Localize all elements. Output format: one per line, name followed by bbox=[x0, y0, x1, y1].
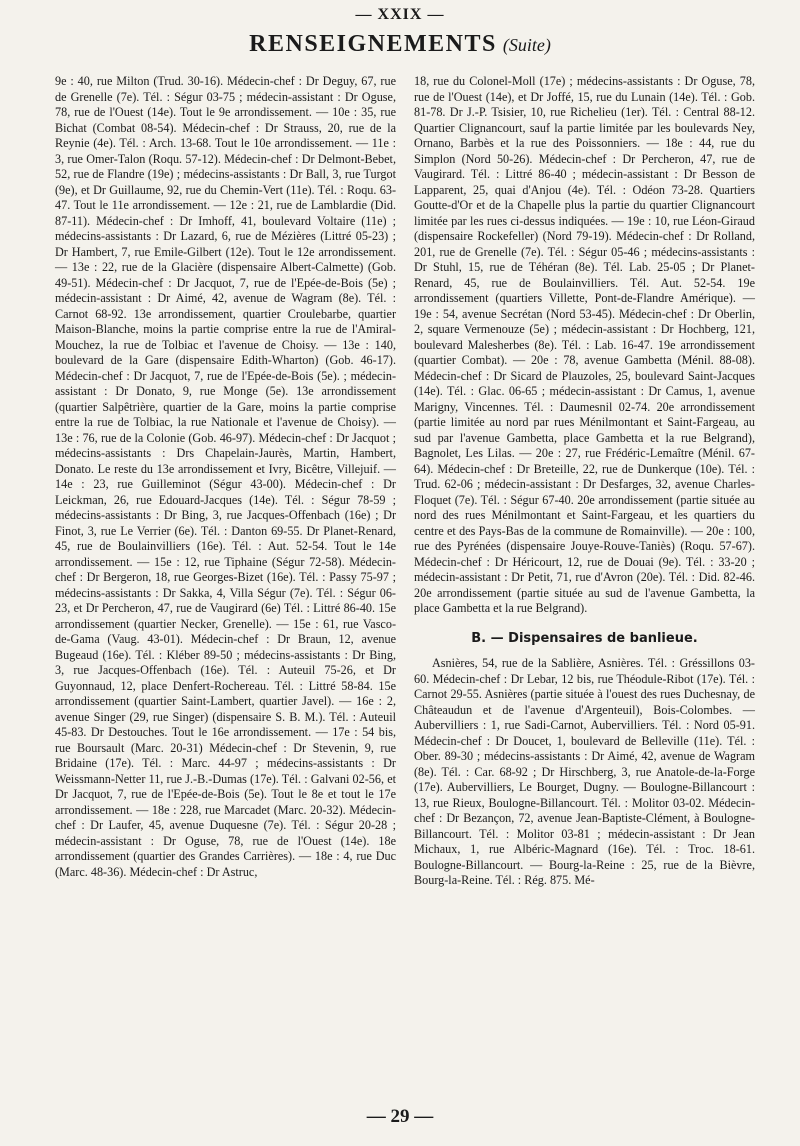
right-column bbox=[414, 74, 755, 889]
title-line bbox=[0, 26, 800, 62]
page-title-suffix: (Suite) bbox=[502, 35, 551, 55]
section-heading: B. — Dispensaires de banlieue. bbox=[471, 630, 698, 646]
left-column bbox=[55, 74, 396, 880]
page-header bbox=[0, 4, 800, 62]
right-column-text-part1: 18, rue du Colonel-Moll (17e) ; médecins-assistants : Dr Oguse, 78, rue de l'Ouest (14e), et Dr Joffé, 15, rue du Lunain (14e). Tél. : Gob. 81-78. Dr J.-P. Tsisier, 10, rue Richelieu (1er). Tél. : Central 88-12. Quartier Clignancourt, sauf la partie limitée par les boulevards Ney, Ornano, Barbès et la rue des Poissonniers. — 18e : 44, rue du Simplon (Nord 50-26). Médecin-chef : Dr Percheron, 47, rue de Vaugirard. Tél. : Littré 86-40 ; médecin-assistant : Dr Besson de Lapparent, 25, quai d'Anjou (4e). Tél. : Odéon 73-28. Quartiers Goutte-d'Or et de la Chapelle plus la partie du quartier Clignancourt limitée par les rues ci-dessus indiquées. — 19e : 10, rue Léon-Giraud (dispensaire Rockefeller) (Nord 79-19). Médecin-chef : Dr Rolland, 201, rue de Grenelle (7e). Tél. : Ségur 05-46 ; médecins-assistants : Dr Stuhl, 15, rue de Téhéran (8e). Tél. Lab. 25-05 ; Dr Planet-Renard, 45, rue de Boulainvilliers. Tél. Aut. 52-54. 19e arrondissement (quartiers Villette, Pont-de-Flandre Amérique). — 19e : 54, avenue Secrétan (Nord 53-45). Médecin-chef : Dr Oberlin, 2, square Vermenouze (5e) ; médecin-assistant : Dr Hochberg, 121, boulevard Malesherbes (8e). Tél. : Lab. 16-47. 19e arrondissement (quartier Combat). — 20e : 78, avenue Gambetta (Ménil. 88-08). Médecin-chef : Dr Sicard de Plauzoles, 25, boulevard Saint-Jacques (14e). Tél. : Glac. 06-65 ; médecin-assistant : Dr Camus, 1, avenue Marigny, Vincennes. Tél. : Daumesnil 02-74. 20e arrondissement (partie limitée au nord par rues Ménilmontant et Saint-Fargeau, au sud par l'avenue Gambetta, place Gambetta et la rue Belgrand), Bagnolet, Les Lilas. — 20e : 27, rue Frédéric-Lemaître (Ménil. 67-64). Médecin-chef : Dr Breteille, 22, rue de Dunkerque (10e). Tél. : Trud. 62-06 ; médecin-assistant : Dr Desfarges, 32, avenue Charles-Floquet (7e). Tél. : Ségur 67-40. 20e arrondissement (partie située au nord des rues Ménilmontant et Saint-Fargeau, et les quartiers du centre et des Pays-Bas de la commune de Romainville). — 20e : 100, rue des Pyrénées (dispensaire Jouye-Rouve-Taniès) (Roqu. 57-67). Médecin-chef : Dr Héricourt, 12, rue de Douai (9e). Tél. : 33-20 ; médecin-assistant : Dr Petit, 71, rue d'Avron (20e). Tél. : Did. 82-46. 20e arrondissement (partie située au sud de l'avenue Gambetta, la place Gambetta et la rue Belgrand). bbox=[414, 74, 755, 615]
right-column-text-part2: Asnières, 54, rue de la Sablière, Asnières. Tél. : Gréssillons 03-60. Médecin-chef : Dr Lebar, 12 bis, rue Théodule-Ribot (17e). Tél. : Carnot 29-55. Asnières (partie située à l'ouest des rues Duchesnay, de Châteaudun et de l'avenue d'Argenteuil), Bois-Colombes. — Aubervilliers : 1, rue Sadi-Carnot, Aubervilliers. Tél. : Nord 05-91. Médecin-chef : Dr Doucet, 1, boulevard de Belleville (11e). Tél. : Ober. 89-30 ; médecins-assistants : Dr Aimé, 42, avenue de Wagram (8e). Tél. : Car. 68-92 ; Dr Hirschberg, 3, rue Anatole-de-la-Forge (17e). Aubervilliers, Le Bourget, Dugny. — Boulogne-Billancourt : 13, rue Rieux, Boulogne-Billancourt. Tél. : Molitor 03-02. Médecin-chef : Dr Bezançon, 72, avenue Jean-Baptiste-Clément, à Boulogne-Billancourt. Tél. : Molitor 03-81 ; médecin-assistant : Dr Jean Michaux, 1, rue Albéric-Magnard (16e). Tél. : Troc. 18-61. Boulogne-Billancourt. — Bourg-la-Reine : 25, rue de la Bièvre, Bourg-la-Reine. Tél. : Rég. 875. Mé- bbox=[414, 656, 755, 887]
roman-page-numeral: — XXIX — bbox=[355, 6, 445, 23]
page-number: — 29 — bbox=[366, 1106, 434, 1127]
left-column-text: 9e : 40, rue Milton (Trud. 30-16). Médecin-chef : Dr Deguy, 67, rue de Grenelle (7e). Tél. : Ségur 03-75 ; médecin-assistant : Dr Oguse, 78, rue de l'Ouest (14e). Tout le 9e arrondissement. — 10e : 35, rue Bichat (Combat 08-54). Médecin-chef : Dr Strauss, 20, rue de la Reynie (4e). Tél. : Arch. 13-68. Tout le 10e arrondissement. — 11e : 3, rue Omer-Talon (Roqu. 57-12). Médecin-chef : Dr Delmont-Bebet, 52, rue de Flandre (19e) ; médecins-assistants : Dr Ball, 3, rue Turgot (9e), et Dr Guillaume, 92, rue du Chemin-Vert (11e). Tél. : Roqu. 63-47. Tout le 11e arrondissement. — 12e : 21, rue de Lamblardie (Did. 87-11). Médecin-chef : Dr Imhoff, 41, boulevard Voltaire (11e) ; médecins-assistants : Dr Lazard, 6, rue de Mézières (Littré 05-23) ; Dr Hambert, 7, rue Emile-Gilbert (12e). Tout le 12e arrondissement. — 13e : 22, rue de la Glacière (dispensaire Albert-Calmette) (Gob. 49-51). Médecin-chef : Dr Jacquot, 7, rue de l'Epée-de-Bois (5e) ; médecin-assistant : Dr Aimé, 42, avenue de Wagram (8e). Tél. : Carnot 68-92. 13e arrondissement, quartier Croulebarbe, quartier Maison-Blanche, moins la partie comprise entre la rue de l'Amiral-Mouchez, la rue de Tolbiac et l'avenue de Choisy. — 13e : 140, boulevard de la Gare (dispensaire Edith-Wharton) (Gob. 46-17). Médecin-chef : Dr Jacquot, 7, rue de l'Epée-de-Bois (5e). ; médecin-assistant : Dr Donato, 9, rue Monge (5e). 13e arrondissement (quartier Salpêtrière, quartier de la Gare, moins la partie comprise entre la rue de Tolbiac, la rue Nationale et l'avenue de Choisy). — 13e : 76, rue de la Colonie (Gob. 46-97). Médecin-chef : Dr Jacquot ; médecins-assistants : Drs Chapelain-Jaurès, Martin, Hambert, Donato. Le reste du 13e arrondissement et Ivry, Bicêtre, Villejuif. — 14e : 23, rue Guilleminot (Ségur 43-00). Médecin-chef : Dr Leickman, 26, rue Edouard-Jacques (14e). Tél. : Ségur 78-59 ; médecins-assistants : Dr Bing, 3, rue Jacques-Offenbach (16e) ; Dr Finot, 3, rue Le Verrier (6e). Tél. : Danton 69-55. Dr Planet-Renard, 45, rue de Boulainvilliers (16e). Tél. : Aut. 52-54. Tout le 14e arrondissement. — 15e : 12, rue Tiphaine (Ségur 72-58). Médecin-chef : Dr Bergeron, 18, rue Georges-Bizet (16e). Tél. : Passy 75-97 ; médecins-assistants : Dr Sakka, 4, Villa Ségur (7e). Tél. : Ségur 06-23, et Dr Percheron, 47, rue de Vaugirard (6e) Tél. : Littré 86-40. 15e arrondissement (quartier Necker, Grenelle). — 15e : 61, rue Vasco-de-Gama (Vaug. 43-01). Médecin-chef : Dr Braun, 12, avenue Bugeaud (16e). Tél. : Kléber 89-50 ; médecins-assistants : Dr Bing, 3, rue Jacques-Offenbach (16e). Tél. : Auteuil 75-26, et Dr Guyonnaud, 12, place Denfert-Rochereau. Tél. : Littré 58-84. 15e arrondissement (quartier Saint-Lambert, quartier Javel). — 16e : 2, avenue Singer (29, rue Singer) (dispensaire S. B. M.). Tél. : Auteuil 45-83. Dr Destouches. Tout le 16e arrondissement. — 17e : 54 bis, rue Boursault (Marc. 20-31) Médecin-chef : Dr Stevenin, 9, rue Bridaine (17e). Tél. : Marc. 44-97 ; médecins-assistants : Dr Weissmann-Netter 11, rue J.-B.-Dumas (17e). Tél. : Galvani 02-56, et Dr Jacquot, 7, rue de l'Epée-de-Bois (5e). Tout le 8e et tout le 17e arrondissement. — 18e : 228, rue Marcadet (Marc. 20-32). Médecin-chef : Dr Laufer, 45, avenue Duquesne (7e). Tél. : Ségur 20-28 ; médecin-assistant : Dr Oguse, 78, rue de l'Ouest (14e). 18e arrondissement (quartier des Grandes Carrières). — 18e : 4, rue Duc (Marc. 48-36). Médecin-chef : Dr Astruc, bbox=[55, 74, 396, 879]
page-title: RENSEIGNEMENTS bbox=[249, 31, 497, 57]
